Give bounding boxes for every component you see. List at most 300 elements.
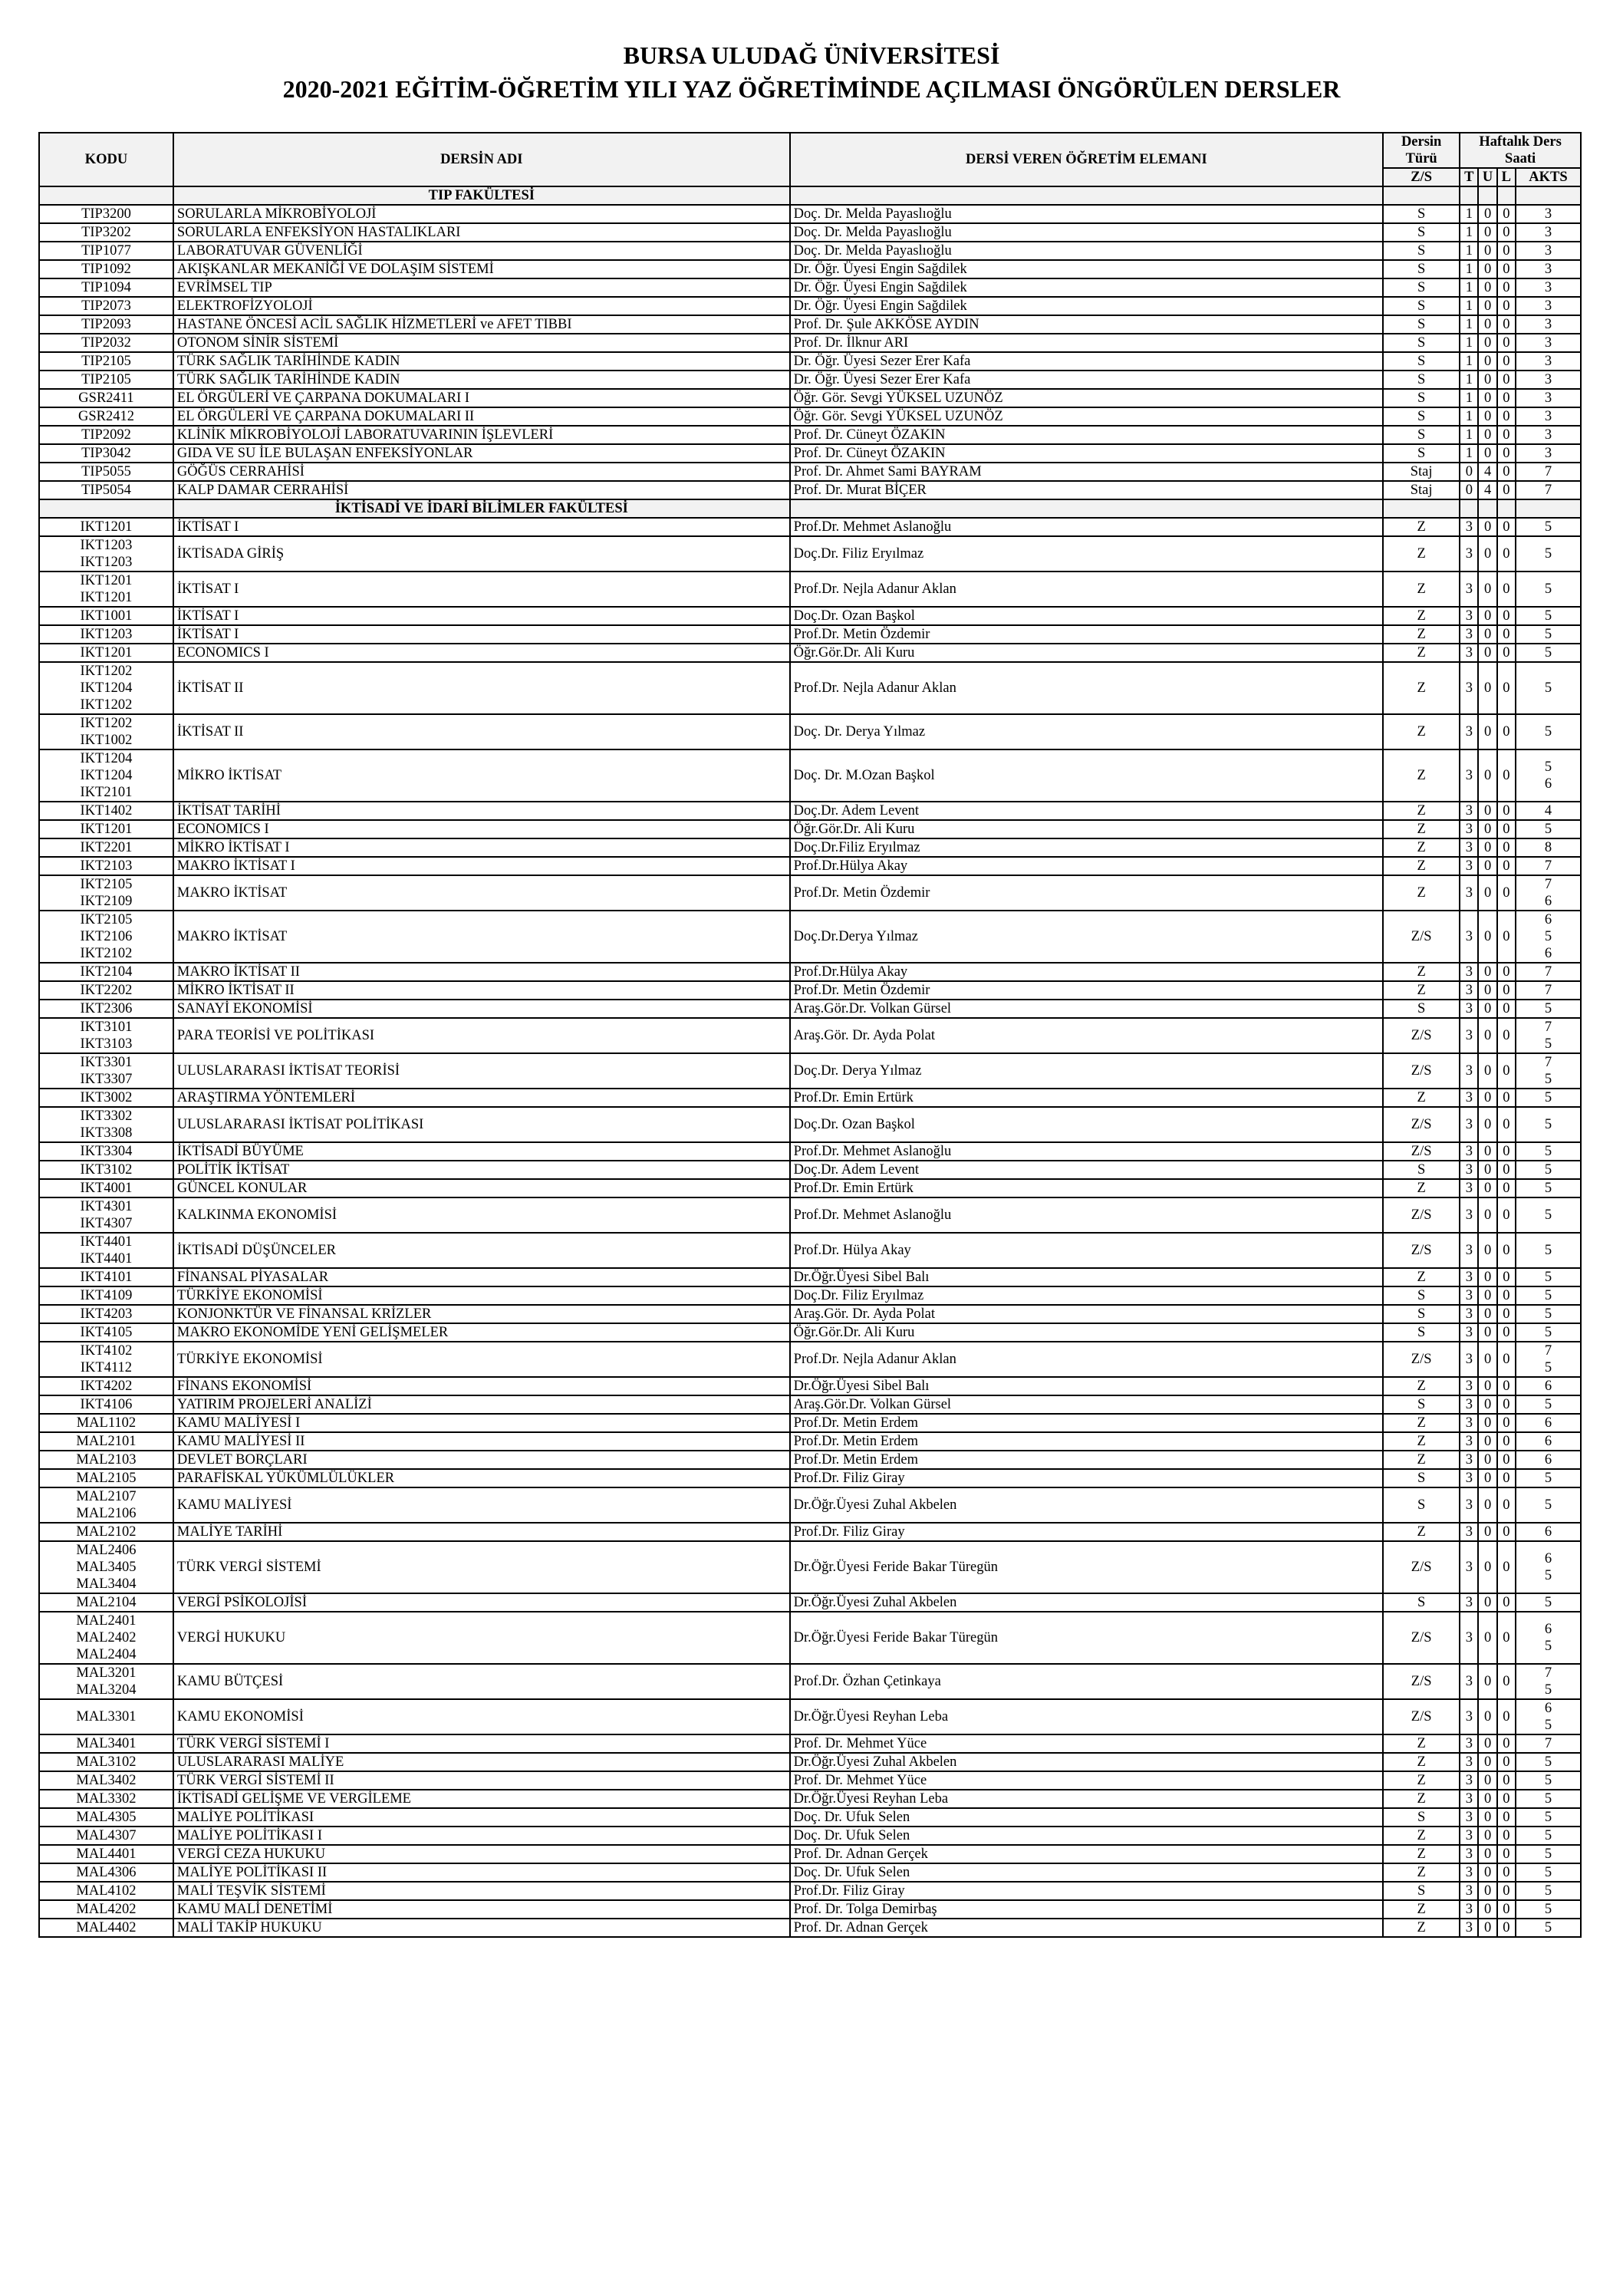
course-code-cell: IKT4401 IKT4401 [39,1233,173,1268]
hours-l-cell: 0 [1497,1699,1516,1734]
course-name-cell: FİNANSAL PİYASALAR [173,1268,790,1286]
instructor-cell: Prof.Dr. Nejla Adanur Aklan [790,1342,1383,1377]
instructor-cell: Dr.Öğr.Üyesi Feride Bakar Türegün [790,1612,1383,1664]
course-name-cell: POLİTİK İKTİSAT [173,1161,790,1179]
course-type-cell: Z [1383,1845,1460,1863]
hours-u-cell: 0 [1478,1541,1496,1593]
hours-u-cell: 0 [1478,1827,1496,1845]
course-code-cell: IKT1201 [39,820,173,838]
table-row [39,607,1581,625]
table-row [39,1734,1581,1753]
instructor-cell: Doç. Dr. Derya Yılmaz [790,714,1383,749]
table-row [39,1882,1581,1900]
hours-l-cell: 0 [1497,1734,1516,1753]
course-name-cell: VERGİ CEZA HUKUKU [173,1845,790,1863]
hours-l-cell: 0 [1497,1395,1516,1414]
hours-t-cell: 3 [1460,838,1478,857]
instructor-cell: Prof.Dr. Nejla Adanur Aklan [790,572,1383,607]
course-name-cell: ECONOMICS I [173,820,790,838]
hours-u-cell: 0 [1478,1305,1496,1323]
table-row [39,1523,1581,1541]
course-type-cell: Z [1383,1919,1460,1937]
university-title: BURSA ULUDAĞ ÜNİVERSİTESİ [623,41,1000,69]
hours-u-cell: 0 [1478,1753,1496,1771]
hours-l-cell: 0 [1497,714,1516,749]
akts-cell: 5 [1516,1000,1581,1018]
table-row [39,1827,1581,1845]
instructor-cell: Prof.Dr. Filiz Giray [790,1882,1383,1900]
table-row [39,1487,1581,1523]
course-name-cell: İKTİSADA GİRİŞ [173,536,790,572]
course-type-cell: S [1383,1395,1460,1414]
table-row [39,260,1581,278]
akts-cell: 3 [1516,297,1581,315]
course-type-cell: Z [1383,625,1460,644]
course-code-cell: GSR2412 [39,407,173,426]
akts-cell: 5 [1516,1233,1581,1268]
table-row [39,1286,1581,1305]
table-row [39,536,1581,572]
instructor-cell: Doç. Dr. Melda Payaslıoğlu [790,205,1383,223]
table-row [39,1268,1581,1286]
hours-u-cell: 0 [1478,1197,1496,1233]
hours-u-cell: 0 [1478,1699,1496,1734]
course-code-cell: IKT1402 [39,802,173,820]
instructor-cell: Prof. Dr. Cüneyt ÖZAKIN [790,426,1383,444]
hours-t-cell: 3 [1460,607,1478,625]
hours-l-cell: 0 [1497,1845,1516,1863]
table-row [39,315,1581,334]
course-name-cell: TÜRK VERGİ SİSTEMİ I [173,1734,790,1753]
course-name-cell: VERGİ HUKUKU [173,1612,790,1664]
akts-cell: 5 [1516,1395,1581,1414]
hours-t-cell: 1 [1460,407,1478,426]
hours-u-cell: 0 [1478,1863,1496,1882]
table-row [39,1845,1581,1863]
course-code-cell: IKT4106 [39,1395,173,1414]
hours-t-cell: 3 [1460,1268,1478,1286]
section-empty-cell [1516,186,1581,205]
hours-u-cell: 0 [1478,1487,1496,1523]
hours-l-cell: 0 [1497,1593,1516,1612]
hours-t-cell: 3 [1460,1753,1478,1771]
course-type-cell: S [1383,315,1460,334]
hours-t-cell: 1 [1460,389,1478,407]
hours-l-cell: 0 [1497,1323,1516,1342]
akts-cell: 3 [1516,260,1581,278]
instructor-cell: Doç. Dr. M.Ozan Başkol [790,749,1383,802]
hours-u-cell: 0 [1478,1142,1496,1161]
table-row [39,572,1581,607]
course-code-cell: IKT3002 [39,1089,173,1107]
instructor-cell: Prof.Dr. Mehmet Aslanoğlu [790,518,1383,536]
hours-l-cell: 0 [1497,1523,1516,1541]
hours-l-cell: 0 [1497,749,1516,802]
akts-cell: 3 [1516,242,1581,260]
course-code-cell: TIP2032 [39,334,173,352]
table-row [39,278,1581,297]
course-type-cell: S [1383,1323,1460,1342]
course-name-cell: ULUSLARARASI İKTİSAT TEORİSİ [173,1053,790,1089]
akts-cell: 5 [1516,625,1581,644]
hours-l-cell: 0 [1497,875,1516,911]
instructor-cell: Araş.Gör. Dr. Ayda Polat [790,1018,1383,1053]
course-code-cell: IKT4102 IKT4112 [39,1342,173,1377]
hours-t-cell: 3 [1460,911,1478,963]
course-type-cell: Z [1383,1900,1460,1919]
hours-l-cell: 0 [1497,1000,1516,1018]
section-empty-cell [1460,186,1478,205]
course-code-cell: IKT1201 [39,644,173,662]
course-type-cell: S [1383,1000,1460,1018]
course-type-cell: Z [1383,607,1460,625]
course-code-cell: GSR2411 [39,389,173,407]
course-name-cell: GIDA VE SU İLE BULAŞAN ENFEKSİYONLAR [173,444,790,463]
hours-u-cell: 0 [1478,1432,1496,1451]
table-row [39,1593,1581,1612]
hours-t-cell: 3 [1460,1863,1478,1882]
header-haftalik: Haftalık Ders Saati [1460,133,1581,168]
akts-cell: 5 [1516,1919,1581,1937]
hours-t-cell: 3 [1460,1323,1478,1342]
course-code-cell: TIP1092 [39,260,173,278]
course-type-cell: S [1383,1487,1460,1523]
hours-t-cell: 3 [1460,1018,1478,1053]
hours-l-cell: 0 [1497,1451,1516,1469]
hours-t-cell: 3 [1460,1612,1478,1664]
table-row [39,1541,1581,1593]
instructor-cell: Dr.Öğr.Üyesi Feride Bakar Türegün [790,1541,1383,1593]
akts-cell: 3 [1516,205,1581,223]
table-row [39,1808,1581,1827]
hours-u-cell: 0 [1478,1593,1496,1612]
instructor-cell: Dr.Öğr.Üyesi Zuhal Akbelen [790,1753,1383,1771]
hours-u-cell: 0 [1478,607,1496,625]
table-row [39,625,1581,644]
course-code-cell: IKT2201 [39,838,173,857]
hours-t-cell: 3 [1460,625,1478,644]
table-row [39,518,1581,536]
hours-l-cell: 0 [1497,625,1516,644]
course-type-cell: S [1383,1808,1460,1827]
hours-t-cell: 3 [1460,1808,1478,1827]
hours-u-cell: 0 [1478,1018,1496,1053]
course-table-body [39,186,1581,1937]
hours-u-cell: 0 [1478,1286,1496,1305]
hours-u-cell: 0 [1478,662,1496,714]
akts-cell: 5 [1516,1487,1581,1523]
table-row [39,1699,1581,1734]
course-code-cell: IKT2202 [39,981,173,1000]
akts-cell: 3 [1516,407,1581,426]
table-row [39,371,1581,389]
document-header [0,38,1623,106]
course-name-cell: KALKINMA EKONOMİSİ [173,1197,790,1233]
hours-t-cell: 0 [1460,481,1478,499]
hours-l-cell: 0 [1497,1432,1516,1451]
hours-u-cell: 0 [1478,1000,1496,1018]
course-type-cell: S [1383,223,1460,242]
hours-u-cell: 0 [1478,371,1496,389]
course-type-cell: Z/S [1383,1664,1460,1699]
table-row [39,963,1581,981]
hours-l-cell: 0 [1497,1900,1516,1919]
course-code-cell: IKT2104 [39,963,173,981]
table-row [39,1377,1581,1395]
akts-cell: 5 [1516,1753,1581,1771]
hours-l-cell: 0 [1497,1305,1516,1323]
course-type-cell: Z/S [1383,1197,1460,1233]
course-name-cell: MİKRO İKTİSAT [173,749,790,802]
hours-l-cell: 0 [1497,260,1516,278]
hours-t-cell: 3 [1460,1161,1478,1179]
hours-u-cell: 0 [1478,1808,1496,1827]
instructor-cell: Dr. Öğr. Üyesi Sezer Erer Kafa [790,352,1383,371]
hours-l-cell: 0 [1497,802,1516,820]
instructor-cell: Doç. Dr. Melda Payaslıoğlu [790,242,1383,260]
course-name-cell: MALİYE TARİHİ [173,1523,790,1541]
course-type-cell: S [1383,444,1460,463]
hours-u-cell: 0 [1478,223,1496,242]
header-l: L [1497,168,1516,186]
hours-u-cell: 0 [1478,1790,1496,1808]
hours-l-cell: 0 [1497,644,1516,662]
instructor-cell: Prof.Dr. Metin Erdem [790,1414,1383,1432]
hours-u-cell: 0 [1478,1664,1496,1699]
hours-l-cell: 0 [1497,1268,1516,1286]
hours-l-cell: 0 [1497,297,1516,315]
hours-t-cell: 1 [1460,426,1478,444]
hours-t-cell: 3 [1460,518,1478,536]
hours-t-cell: 1 [1460,223,1478,242]
akts-cell: 5 [1516,1268,1581,1286]
instructor-cell: Prof. Dr. Ahmet Sami BAYRAM [790,463,1383,481]
table-row [39,911,1581,963]
hours-l-cell: 0 [1497,1107,1516,1142]
course-code-cell: TIP1094 [39,278,173,297]
course-type-cell: S [1383,1593,1460,1612]
course-name-cell: İKTİSAT TARİHİ [173,802,790,820]
course-code-cell: IKT4101 [39,1268,173,1286]
hours-u-cell: 0 [1478,1342,1496,1377]
hours-u-cell: 0 [1478,426,1496,444]
course-name-cell: MAKRO EKONOMİDE YENİ GELİŞMELER [173,1323,790,1342]
akts-cell: 5 [1516,1142,1581,1161]
hours-l-cell: 0 [1497,205,1516,223]
table-row [39,1018,1581,1053]
table-row [39,662,1581,714]
course-name-cell: SANAYİ EKONOMİSİ [173,1000,790,1018]
hours-u-cell: 4 [1478,463,1496,481]
akts-cell: 7 5 [1516,1664,1581,1699]
instructor-cell: Prof.Dr. Metin Özdemir [790,875,1383,911]
section-empty-cell [1460,499,1478,518]
akts-cell: 5 [1516,572,1581,607]
course-name-cell: MALİ TAKİP HUKUKU [173,1919,790,1937]
hours-l-cell: 0 [1497,662,1516,714]
hours-l-cell: 0 [1497,278,1516,297]
akts-cell: 5 [1516,1900,1581,1919]
akts-cell: 5 [1516,1286,1581,1305]
course-type-cell: Z [1383,1414,1460,1432]
akts-cell: 3 [1516,426,1581,444]
instructor-cell: Prof.Dr. Mehmet Aslanoğlu [790,1197,1383,1233]
hours-u-cell: 0 [1478,1053,1496,1089]
akts-cell: 7 [1516,981,1581,1000]
hours-t-cell: 1 [1460,334,1478,352]
hours-t-cell: 3 [1460,1451,1478,1469]
course-name-cell: TÜRK VERGİ SİSTEMİ [173,1541,790,1593]
course-type-cell: Z [1383,857,1460,875]
course-name-cell: MİKRO İKTİSAT I [173,838,790,857]
instructor-cell: Doç.Dr. Ozan Başkol [790,1107,1383,1142]
hours-t-cell: 3 [1460,802,1478,820]
course-code-cell: IKT2105 IKT2106 IKT2102 [39,911,173,963]
akts-cell: 5 [1516,1882,1581,1900]
course-code-cell: IKT4001 [39,1179,173,1197]
hours-u-cell: 0 [1478,714,1496,749]
course-type-cell: Z [1383,1179,1460,1197]
hours-u-cell: 0 [1478,1377,1496,1395]
table-row [39,242,1581,260]
course-code-cell: TIP3200 [39,205,173,223]
table-row [39,352,1581,371]
course-type-cell: S [1383,260,1460,278]
course-code-cell: MAL2101 [39,1432,173,1451]
hours-u-cell: 0 [1478,1451,1496,1469]
akts-cell: 7 [1516,857,1581,875]
hours-l-cell: 0 [1497,407,1516,426]
hours-l-cell: 0 [1497,518,1516,536]
course-code-cell: IKT2103 [39,857,173,875]
course-name-cell: ARAŞTIRMA YÖNTEMLERİ [173,1089,790,1107]
section-empty-cell [1497,186,1516,205]
section-empty-cell [1383,499,1460,518]
instructor-cell: Prof.Dr. Metin Erdem [790,1432,1383,1451]
course-name-cell: İKTİSADİ BÜYÜME [173,1142,790,1161]
hours-u-cell: 0 [1478,1323,1496,1342]
instructor-cell: Araş.Gör. Dr. Ayda Polat [790,1305,1383,1323]
akts-cell: 5 [1516,1179,1581,1197]
course-type-cell: S [1383,407,1460,426]
akts-cell: 4 [1516,802,1581,820]
hours-u-cell: 0 [1478,389,1496,407]
instructor-cell: Doç.Dr. Adem Levent [790,1161,1383,1179]
hours-l-cell: 0 [1497,1863,1516,1882]
header-ogretim-elemani: DERSİ VEREN ÖĞRETİM ELEMANI [790,133,1383,186]
hours-t-cell: 3 [1460,1541,1478,1593]
hours-l-cell: 0 [1497,1377,1516,1395]
course-type-cell: S [1383,1161,1460,1179]
akts-cell: 5 [1516,1863,1581,1882]
course-name-cell: YATIRIM PROJELERİ ANALİZİ [173,1395,790,1414]
hours-u-cell: 0 [1478,1107,1496,1142]
course-type-cell: Z [1383,1790,1460,1808]
table-row [39,981,1581,1000]
hours-t-cell: 3 [1460,1523,1478,1541]
course-name-cell: TÜRKİYE EKONOMİSİ [173,1286,790,1305]
course-code-cell: MAL2104 [39,1593,173,1612]
instructor-cell: Prof. Dr. İlknur ARI [790,334,1383,352]
course-code-cell: IKT1201 IKT1201 [39,572,173,607]
hours-u-cell: 0 [1478,315,1496,334]
hours-t-cell: 3 [1460,1827,1478,1845]
course-code-cell: MAL2401 MAL2402 MAL2404 [39,1612,173,1664]
course-type-cell: Z [1383,714,1460,749]
hours-l-cell: 0 [1497,1053,1516,1089]
course-name-cell: İKTİSAT I [173,518,790,536]
hours-u-cell: 4 [1478,481,1496,499]
akts-cell: 5 [1516,1771,1581,1790]
course-code-cell: TIP5055 [39,463,173,481]
hours-l-cell: 0 [1497,572,1516,607]
course-code-cell: TIP2092 [39,426,173,444]
hours-t-cell: 1 [1460,315,1478,334]
course-type-cell: Staj [1383,463,1460,481]
header-dersin-turu: Dersin Türü [1383,133,1460,168]
course-code-cell: TIP2073 [39,297,173,315]
course-code-cell: IKT4301 IKT4307 [39,1197,173,1233]
instructor-cell: Prof. Dr. Cüneyt ÖZAKIN [790,444,1383,463]
course-name-cell: KALP DAMAR CERRAHİSİ [173,481,790,499]
table-row [39,1089,1581,1107]
course-name-cell: İKTİSADİ DÜŞÜNCELER [173,1233,790,1268]
table-row [39,1161,1581,1179]
course-type-cell: Z [1383,1827,1460,1845]
hours-u-cell: 0 [1478,1179,1496,1197]
hours-t-cell: 3 [1460,1469,1478,1487]
course-code-cell: TIP2105 [39,352,173,371]
header-akts: AKTS [1516,168,1581,186]
akts-cell: 5 [1516,1845,1581,1863]
table-row [39,1323,1581,1342]
course-type-cell: Z [1383,572,1460,607]
hours-u-cell: 0 [1478,911,1496,963]
hours-t-cell: 3 [1460,1107,1478,1142]
hours-t-cell: 3 [1460,1664,1478,1699]
hours-u-cell: 0 [1478,242,1496,260]
table-row [39,389,1581,407]
table-row [39,714,1581,749]
table-row [39,444,1581,463]
table-row [39,1142,1581,1161]
instructor-cell: Doç.Dr. Adem Levent [790,802,1383,820]
hours-l-cell: 0 [1497,1612,1516,1664]
course-type-cell: S [1383,371,1460,389]
course-code-cell: IKT1204 IKT1204 IKT2101 [39,749,173,802]
hours-u-cell: 0 [1478,518,1496,536]
hours-t-cell: 1 [1460,260,1478,278]
hours-l-cell: 0 [1497,1142,1516,1161]
akts-cell: 3 [1516,278,1581,297]
hours-u-cell: 0 [1478,352,1496,371]
course-type-cell: S [1383,242,1460,260]
course-name-cell: HASTANE ÖNCESİ ACİL SAĞLIK HİZMETLERİ ve AFET TIBBI [173,315,790,334]
instructor-cell: Prof.Dr. Özhan Çetinkaya [790,1664,1383,1699]
course-name-cell: MALİYE POLİTİKASI [173,1808,790,1827]
instructor-cell: Dr.Öğr.Üyesi Reyhan Leba [790,1699,1383,1734]
hours-t-cell: 3 [1460,1179,1478,1197]
akts-cell: 5 [1516,1197,1581,1233]
table-row [39,297,1581,315]
akts-cell: 6 [1516,1451,1581,1469]
hours-u-cell: 0 [1478,1900,1496,1919]
course-type-cell: Z/S [1383,1053,1460,1089]
instructor-cell: Prof. Dr. Mehmet Yüce [790,1771,1383,1790]
hours-u-cell: 0 [1478,260,1496,278]
course-name-cell: KAMU MALİYESİ [173,1487,790,1523]
hours-t-cell: 3 [1460,1900,1478,1919]
